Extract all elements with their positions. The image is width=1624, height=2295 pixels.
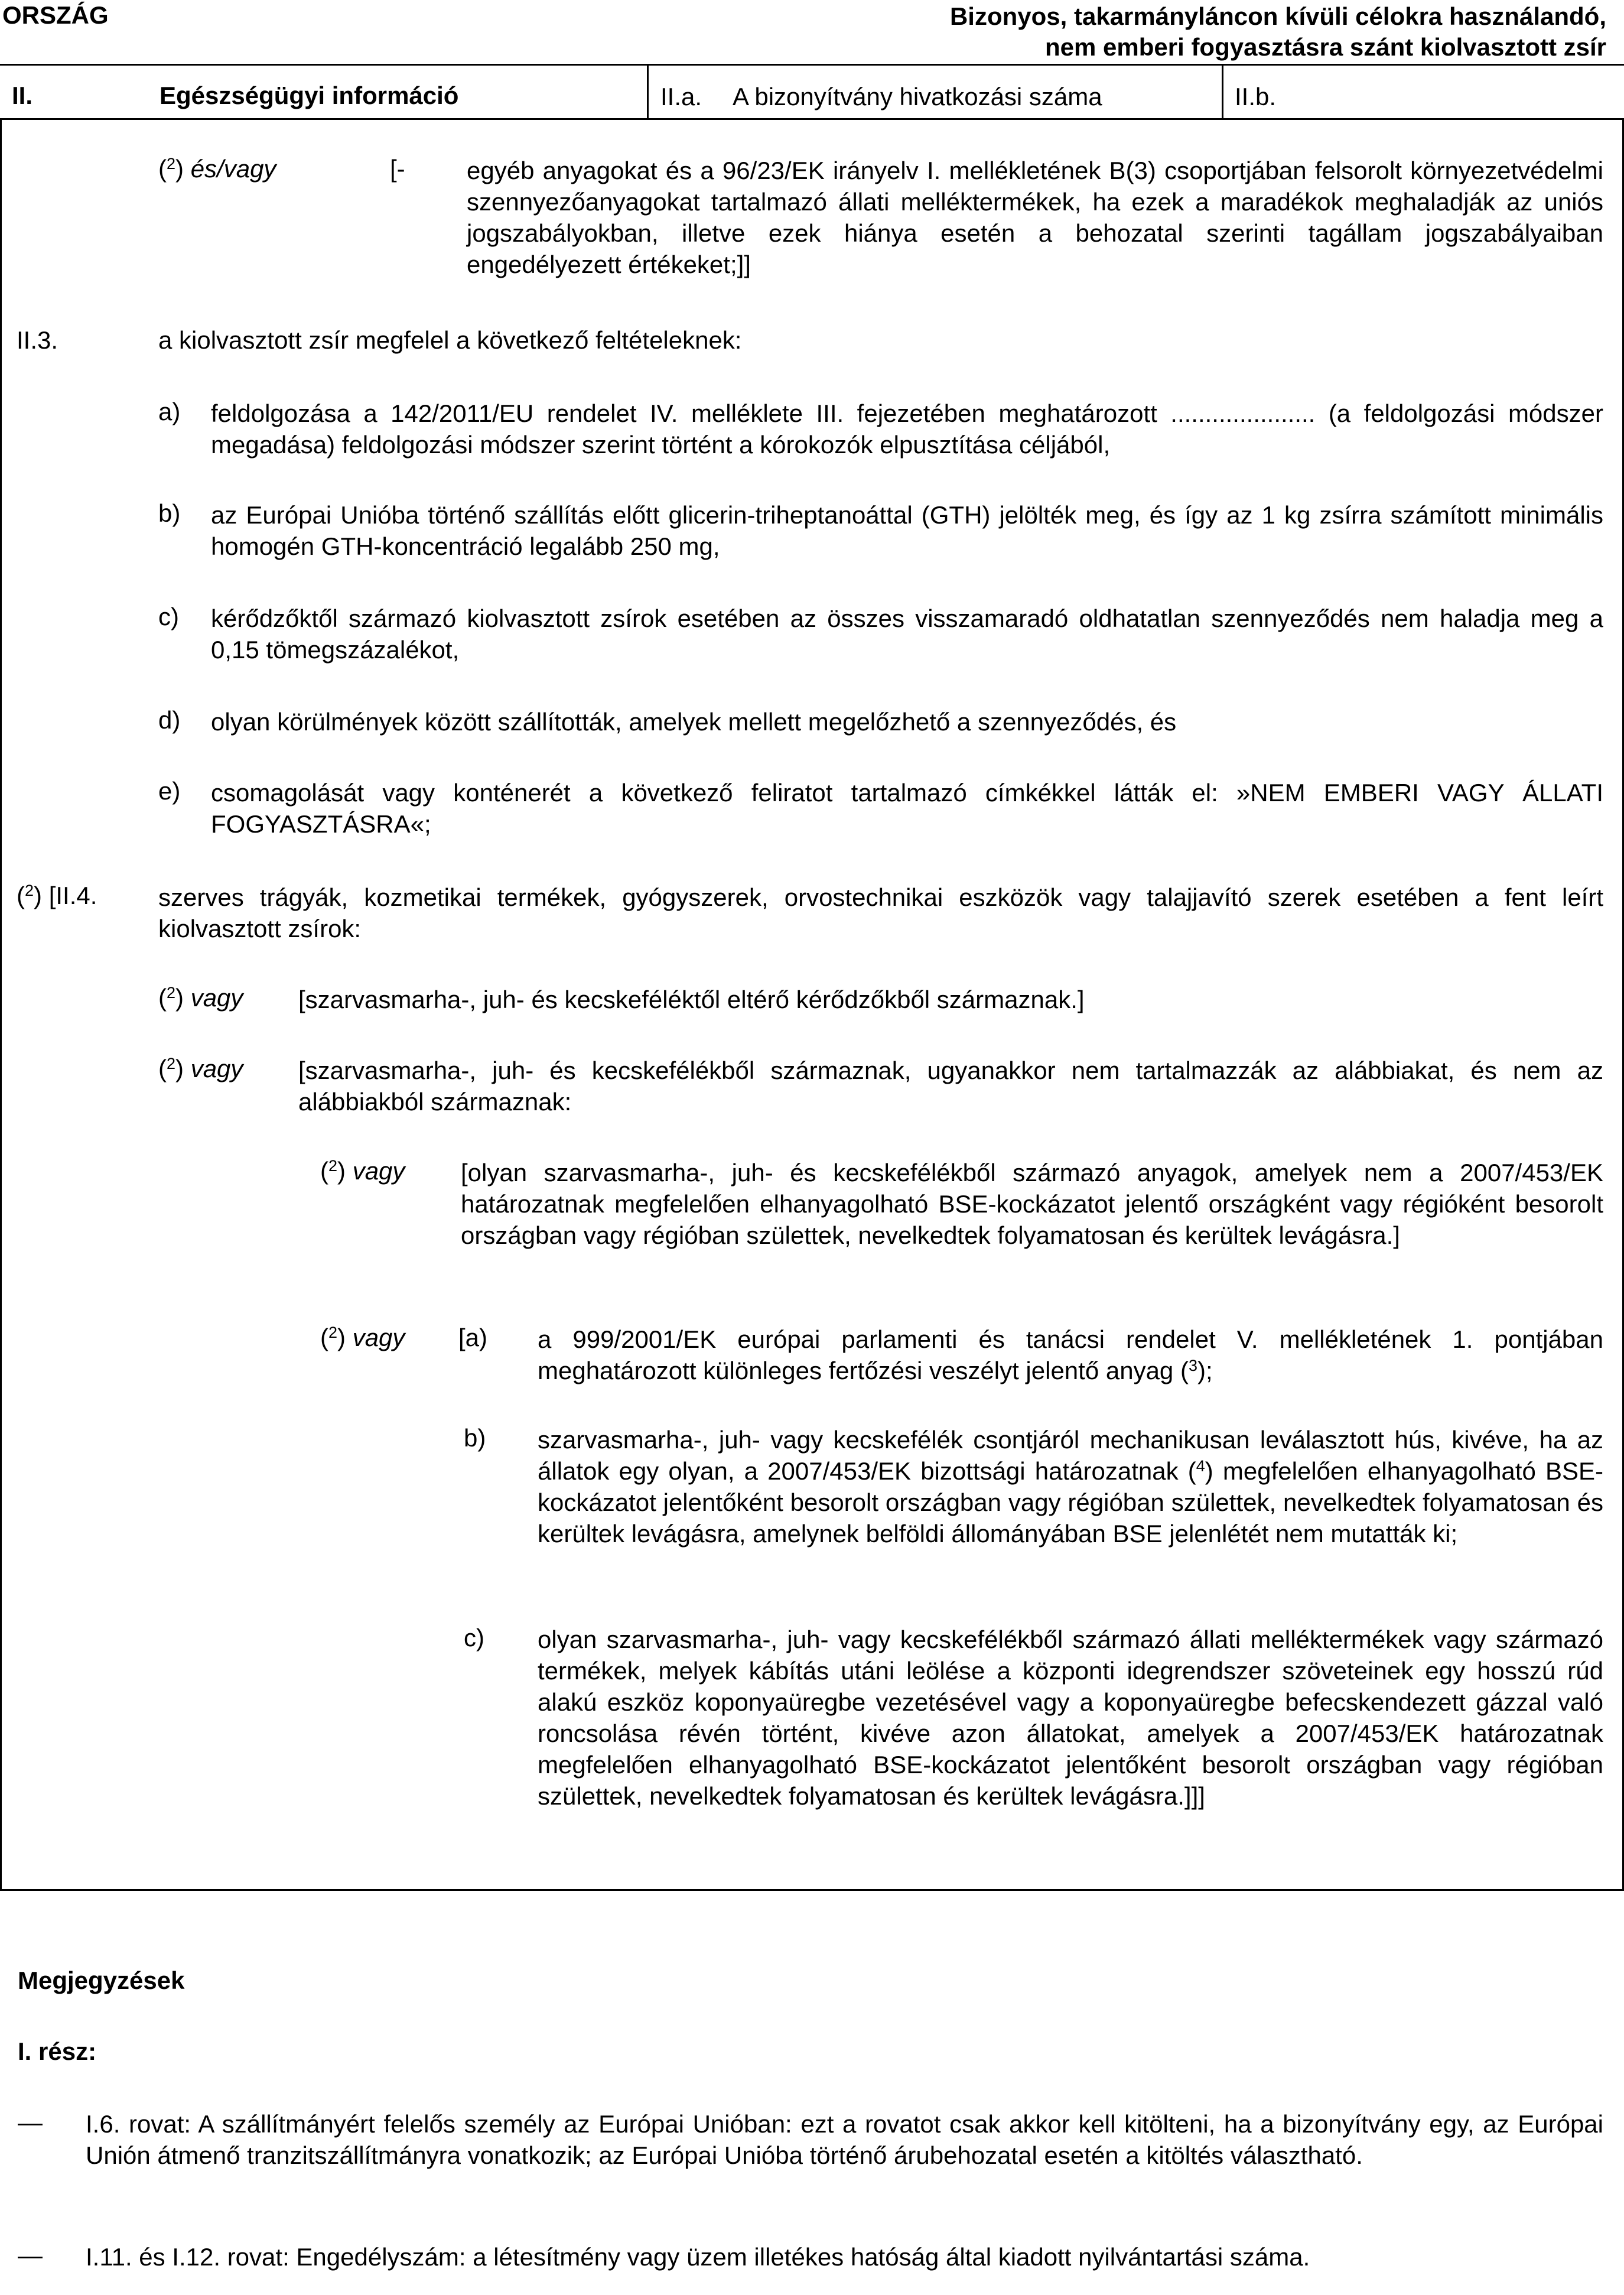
section-code: II.	[12, 82, 33, 109]
section-bar-top-rule	[0, 64, 1624, 66]
point-ii4-text: szerves trágyák, kozmetikai termékek, gyógyszerek, orvostechnikai eszközök vagy talajjavító szerek esetében a fent leírt kiolvasztott zsírok:	[158, 883, 1603, 942]
note-dash: —	[18, 2241, 43, 2269]
content-bottom-rule	[0, 1889, 1624, 1891]
option-1-marker: ($^2$) vagy	[158, 984, 243, 1012]
list-item-letter: c)	[158, 603, 179, 630]
and-or-label: és/vagy	[190, 155, 276, 183]
top-block-text: egyéb anyagokat és a 96/23/EK irányelv I. mellékletének B(3) csoportjában felsorolt környezetvédelmi szennyezőanyagokat tartalmazó állati melléktermékek, ha ezek a maradékok meghaladják az uniós jogszabályokban, illetve ezek hiánya esetén a behozatal szerinti tagállam jogszabályaiban engedélyezett értékeket;]]	[467, 157, 1603, 278]
notes-heading: Megjegyzések	[18, 1966, 185, 1994]
point-ii3-number: II.3.	[17, 326, 58, 354]
list-item-letter: d)	[158, 706, 181, 734]
sub-item-letter: c)	[464, 1624, 484, 1652]
note-item: I.6. rovat: A szállítmányért felelős személy az Európai Unióban: ezt a rovatot csak akkor kell kitölteni, ha a bizonyítvány egy, az Európai Unión átmenő tranzitszállítmányra vonatkozik; az Európai Unióba történő árubehozatal esetén a kitöltés választható.	[86, 2110, 1603, 2169]
point-ii3-lead: a kiolvasztott zsír megfelel a következő feltételeknek:	[158, 326, 742, 354]
reference-label: A bizonyítvány hivatkozási száma	[733, 83, 1102, 110]
section-bar-divider-2	[1222, 64, 1223, 120]
notes-part-heading: I. rész:	[18, 2037, 97, 2065]
certificate-title-line1: Bizonyos, takarmányláncon kívüli célokra használandó,	[949, 2, 1606, 30]
footnote-ref: 2	[167, 984, 176, 1002]
certificate-title	[950, 1, 1606, 63]
list-item-letter: a)	[158, 398, 181, 425]
reference-code: II.a.	[660, 83, 702, 110]
sub-item-text: olyan szarvasmarha-, juh- vagy kecskefélékből származó állati melléktermékek vagy származó termékek, melyek kábítás utáni leölése a központi idegrendszer szöveteinek egy hosszú rúd alakú eszköz koponyaüregbe vezetésével vagy a koponyaüregbe befecskendezett gázzal való roncsolása révén történt, kivéve azon állatokat, amelyek a 2007/453/EK határozatnak megfelelően elhanyagolható BSE-kockázatot jelentőként besorolt országban vagy régióban születtek, nevelkedtek folyamatosan és kerültek levágásra.]]]	[538, 1626, 1603, 1810]
list-item-text: olyan körülmények között szállították, amelyek mellett megelőzhető a szennyeződés, és	[211, 708, 1177, 736]
note-dash: —	[18, 2108, 43, 2136]
footnote-ref: 2	[328, 1324, 338, 1341]
section-bar-bottom-rule	[0, 118, 1624, 120]
section-title: Egészségügyi információ	[160, 82, 459, 109]
footnote-ref: 2	[167, 155, 176, 173]
footnote-ref: 2	[328, 1157, 338, 1175]
sub-item-letter: b)	[464, 1424, 486, 1452]
sub-item-letter: [a)	[458, 1324, 488, 1351]
point-ii4-number: ($^2$) [II.4.	[17, 882, 97, 909]
top-block-bracket: [-	[390, 155, 405, 183]
footnote-ref: 2	[25, 882, 34, 899]
section-code-b: II.b.	[1235, 83, 1277, 110]
sub-item-text: szarvasmarha-, juh- vagy kecskefélék csontjáról mechanikusan leválasztott hús, kivéve, ha az állatok egy olyan, a 2007/453/EK bizottsági határozatnak ($^4$) megfelelően elhanyagolható BSE-kockázatot jelentőként besorolt országban vagy régióban születtek, nevelkedtek folyamatosan és kerültek levágásra, amelynek belföldi állományában BSE jelenlétét nem mutatták ki;	[538, 1426, 1603, 1548]
content-left-border	[0, 118, 2, 1891]
list-item-letter: e)	[158, 777, 181, 805]
list-item-text: kérődzőktől származó kiolvasztott zsírok esetében az összes visszamaradó oldhatatlan szennyeződés nem haladja meg a 0,15 tömegszázalékot,	[211, 604, 1603, 664]
sub-item-text: a 999/2001/EK európai parlamenti és tanácsi rendelet V. mellékletének 1. pontjában meghatározott különleges fertőzési veszélyt jelentő anyag ($^3$);	[538, 1325, 1603, 1384]
option-2-marker: ($^2$) vagy	[158, 1055, 243, 1083]
list-item-text: az Európai Unióba történő szállítás előtt glicerin-triheptanoáttal (GTH) jelölték meg, és így az 1 kg zsírra számított minimális homogén GTH-koncentráció legalább 250 mg,	[211, 501, 1603, 560]
option-1-text: [szarvasmarha-, juh- és kecskeféléktől eltérő kérődzőkből származnak.]	[298, 986, 1085, 1013]
sub-option-1-marker: ($^2$) vagy	[320, 1157, 405, 1185]
footnote-ref: 2	[167, 1055, 176, 1072]
top-block-marker: ($^2$) és/vagy	[158, 155, 276, 183]
section-bar-divider-1	[647, 64, 649, 120]
sub-option-2-marker: ($^2$) vagy	[320, 1324, 405, 1351]
list-item-letter: b)	[158, 499, 181, 527]
sub-option-1-text: [olyan szarvasmarha-, juh- és kecskefélékből származó anyagok, amelyek nem a 2007/453/EK határozatnak megfelelően elhanyagolható BSE-kockázatot jelentő országként vagy régióként besorolt országban vagy régióban születtek, nevelkedtek folyamatosan és kerültek levágásra.]	[461, 1159, 1603, 1249]
list-item-text: csomagolását vagy konténerét a következő feliratot tartalmazó címkékkel látták el: »NEM EMBERI VAGY ÁLLATI FOGYASZTÁSRA«;	[211, 779, 1603, 838]
note-item: I.11. és I.12. rovat: Engedélyszám: a létesítmény vagy üzem illetékes hatóság által kiadott nyilvántartási száma.	[86, 2243, 1310, 2271]
list-item-text: feldolgozása a 142/2011/EU rendelet IV. melléklete III. fejezetében meghatározott ..................... (a feldolgozási módszer megadása) feldolgozási módszer szerint történt a kórokozók elpusztítása céljából,	[211, 399, 1603, 459]
certificate-title-line2: nem emberi fogyasztásra szánt kiolvasztott zsír	[1045, 33, 1606, 61]
option-2-text: [szarvasmarha-, juh- és kecskefélékből származnak, ugyanakkor nem tartalmazzák az alábbiakat, és nem az alábbiakból származnak:	[298, 1057, 1603, 1116]
country-label: ORSZÁG	[2, 1, 109, 29]
